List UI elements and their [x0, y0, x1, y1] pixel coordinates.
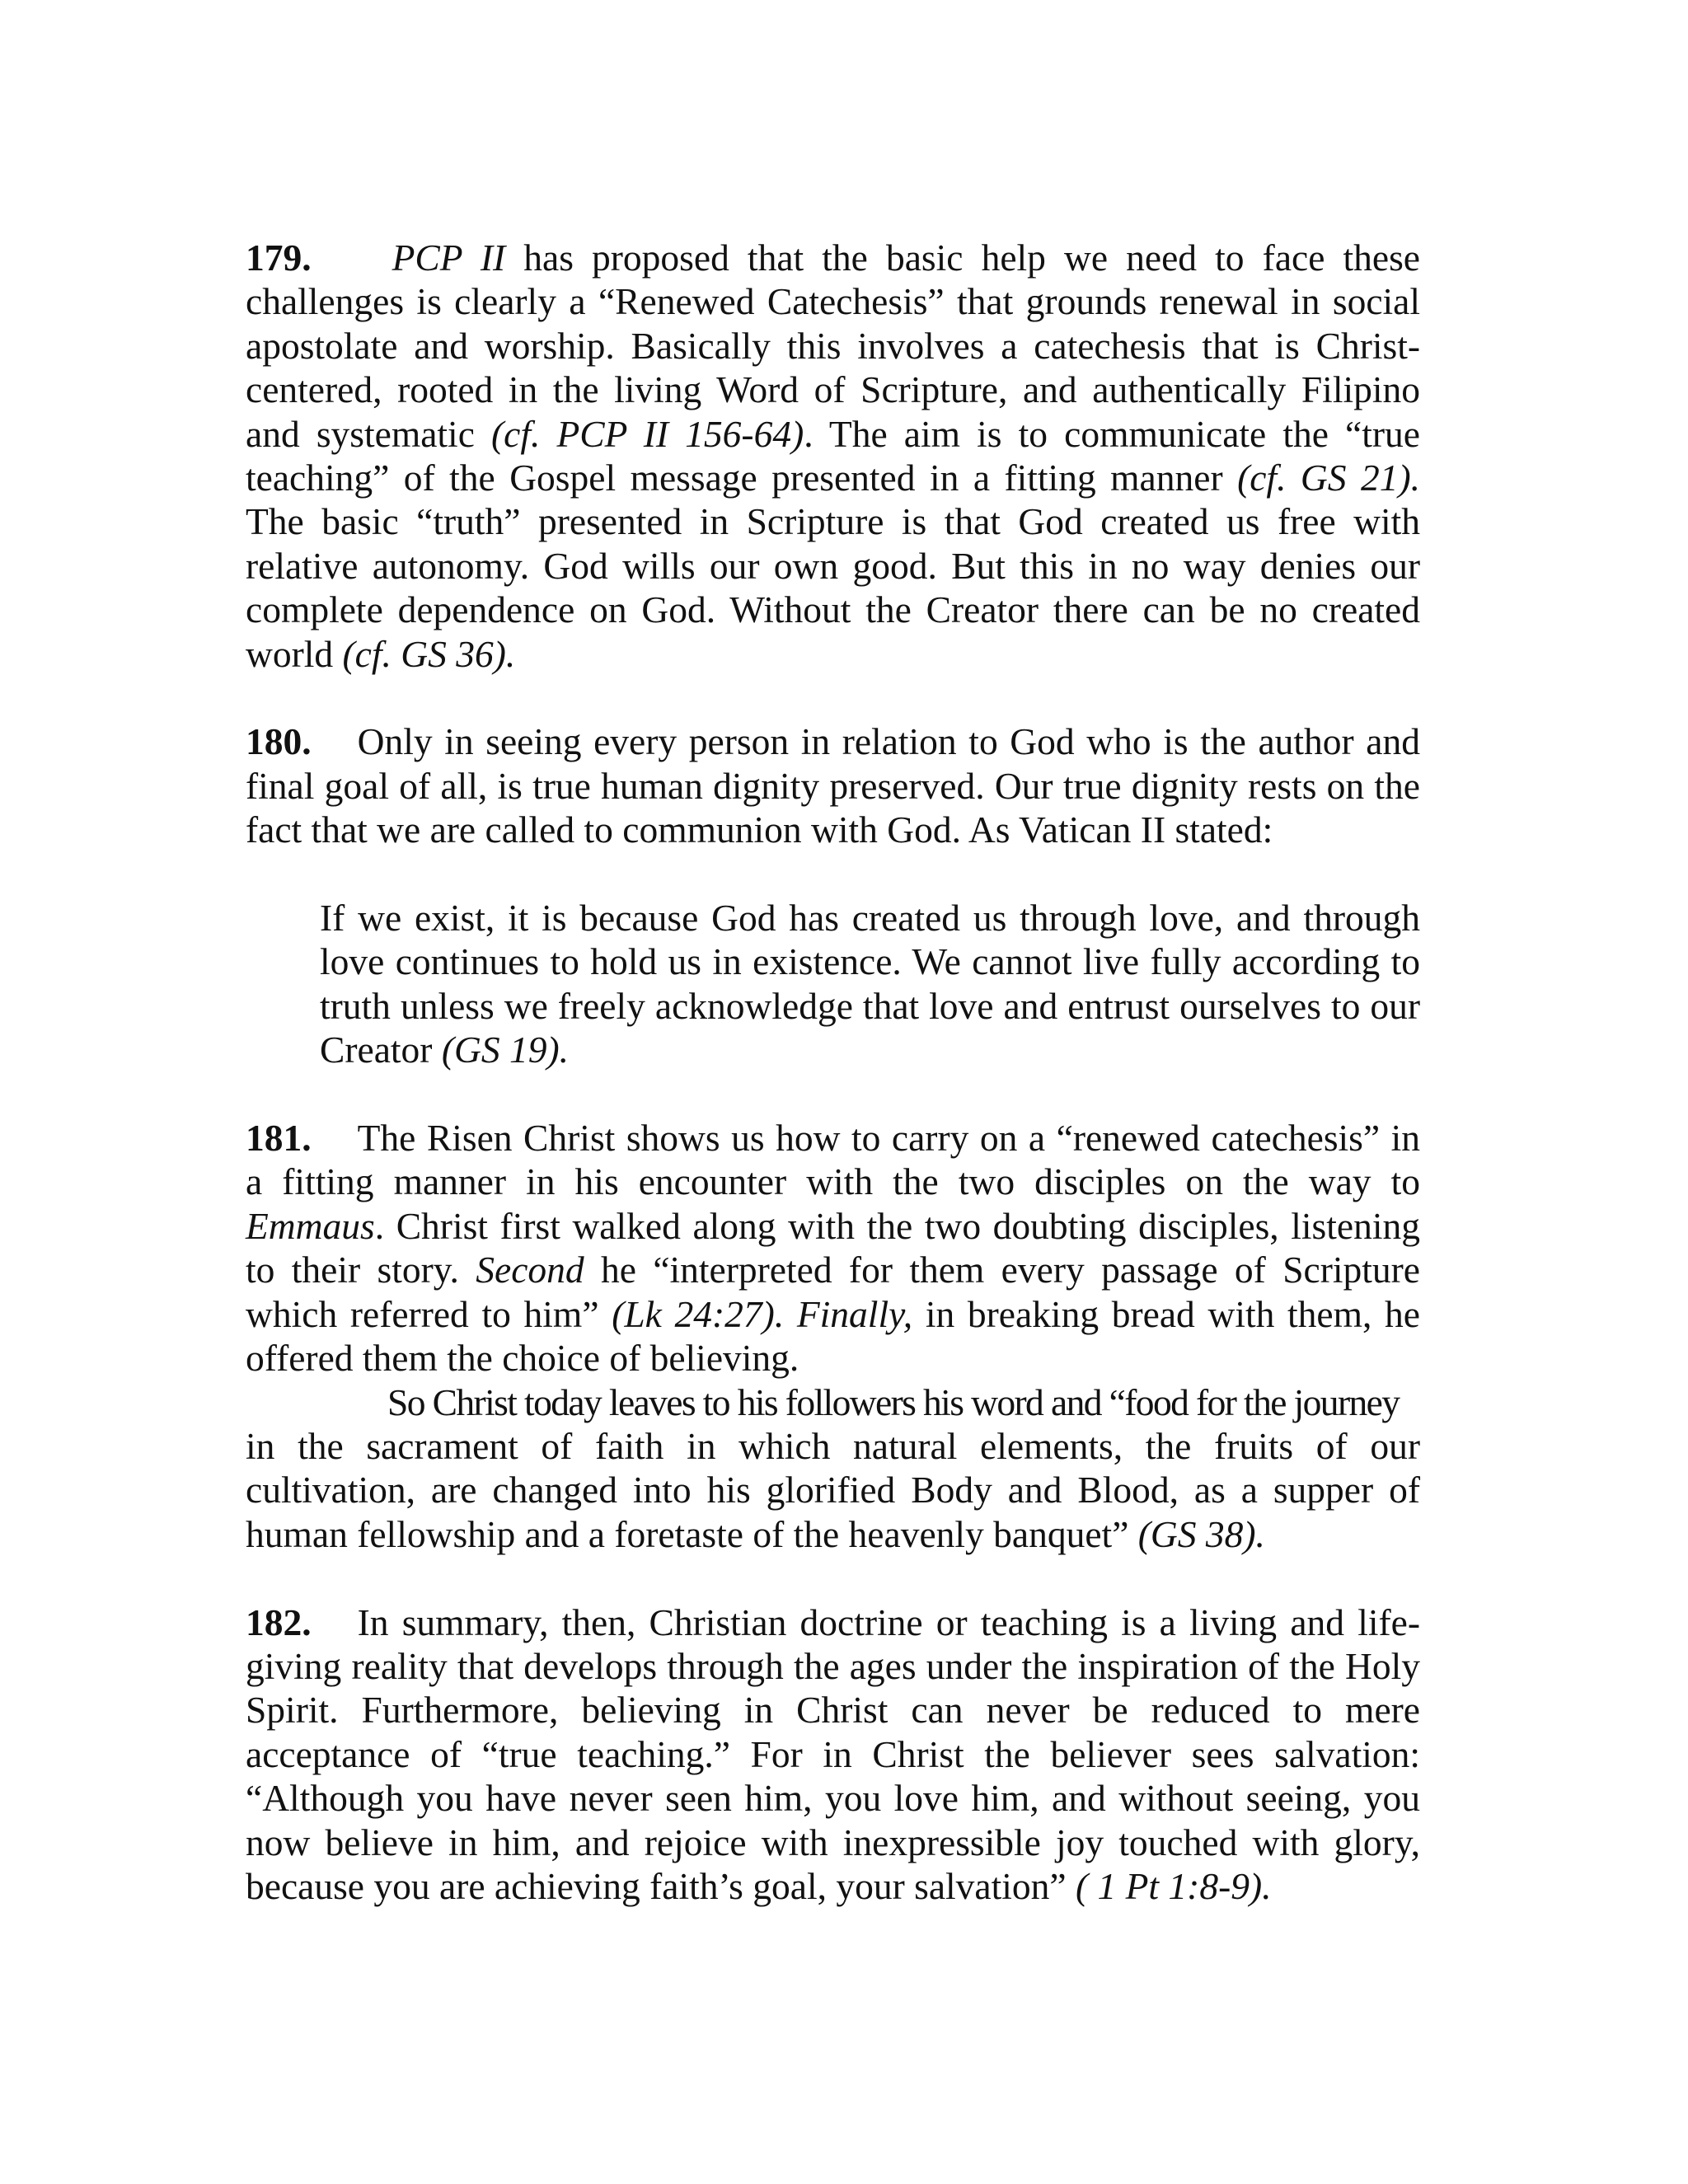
paragraph-text: in breaking bread with them, he offered them the choice of believing.: [246, 1292, 1420, 1380]
paragraph-text: . The aim is to communicate the “true teaching” of the Gospel message presented in a fitting manner: [246, 412, 1420, 499]
paragraph-number: 180.: [246, 720, 312, 763]
paragraph-182: [246, 1601, 1420, 1909]
citation: (cf. PCP II 156-64): [491, 412, 804, 455]
paragraph-text: . Christ first walked along with the two doubting disciples, listening to their story.: [246, 1204, 1420, 1291]
paragraph-text: In summary, then, Christian doctrine or teaching is a living and life-giving reality that develops through the ages under the inspiration of the Holy Spirit. Furthermore, believing in Christ can never be reduced to mere acceptance of “true teaching.” For in Christ the believer sees salvation: “Although you have never seen him, you love him, and without seeing, you now believe in him, and rejoice with inexpressible joy touched with glory, because you are achieving faith’s goal, your salvation”: [246, 1601, 1420, 1907]
paragraph-180: [246, 719, 1420, 851]
citation: ( 1 Pt 1:8-9).: [1075, 1864, 1272, 1907]
paragraph-text: Only in seeing every person in relation to God who is the author and final goal of all, is true human dignity preserved. Our true dignity rests on the fact that we are called to communion with God. As Vatican II stated:: [246, 720, 1420, 851]
block-quote: [320, 896, 1420, 1072]
document-page: [246, 236, 1420, 1908]
citation: PCP II: [392, 237, 506, 279]
paragraph-text: The basic “truth” presented in Scripture is that God created us free with relative autonomy. God wills our own good. But this in no way denies our complete dependence on God. Without the Creator there can be no created world: [246, 500, 1420, 675]
paragraph-text-condensed: So Christ today leaves to his followers his word and “food for the journey: [387, 1380, 1400, 1423]
paragraph-number: 181.: [246, 1117, 312, 1160]
citation: (GS 38).: [1137, 1512, 1265, 1555]
paragraph-text: has proposed that the basic help we need to face these challenges is clearly a “Renewed Catechesis” that grounds renewal in social apostolate and worship. Basically this involves a catechesis that is Christ-centered, rooted in the living Word of Scripture, and authentically Filipino and systematic: [246, 237, 1421, 455]
paragraph-text: he “interpreted for them every passage of Scripture which referred to him”: [246, 1249, 1420, 1335]
quote-text: If we exist, it is because God has created us through love, and through love continues to hold us in existence. We cannot live fully according to truth unless we freely acknowledge that love and entrust ourselves to our Creator: [320, 897, 1420, 1071]
citation: (cf. GS 36).: [342, 632, 516, 675]
paragraph-number: 182.: [246, 1601, 312, 1643]
paragraph-text: in the sacrament of faith in which natural elements, the fruits of our cultivation, are changed into his glorified Body and Blood, as a supper of human fellowship and a foretaste of the heavenly banquet”: [246, 1424, 1420, 1555]
emphasis: Second: [476, 1249, 584, 1291]
paragraph-179: [246, 236, 1420, 676]
paragraph-number: 179.: [246, 237, 312, 279]
citation: (Lk 24:27). Finally,: [612, 1292, 913, 1335]
place-name: Emmaus: [246, 1204, 375, 1247]
citation: (GS 19).: [441, 1029, 569, 1071]
paragraph-181: [246, 1116, 1420, 1380]
paragraph-181-continuation: [246, 1380, 1420, 1557]
paragraph-text: The Risen Christ shows us how to carry on a “renewed catechesis” in a fitting manner in his encounter with the two disciples on the way to: [246, 1117, 1420, 1203]
citation: (cf. GS 21).: [1237, 457, 1421, 499]
